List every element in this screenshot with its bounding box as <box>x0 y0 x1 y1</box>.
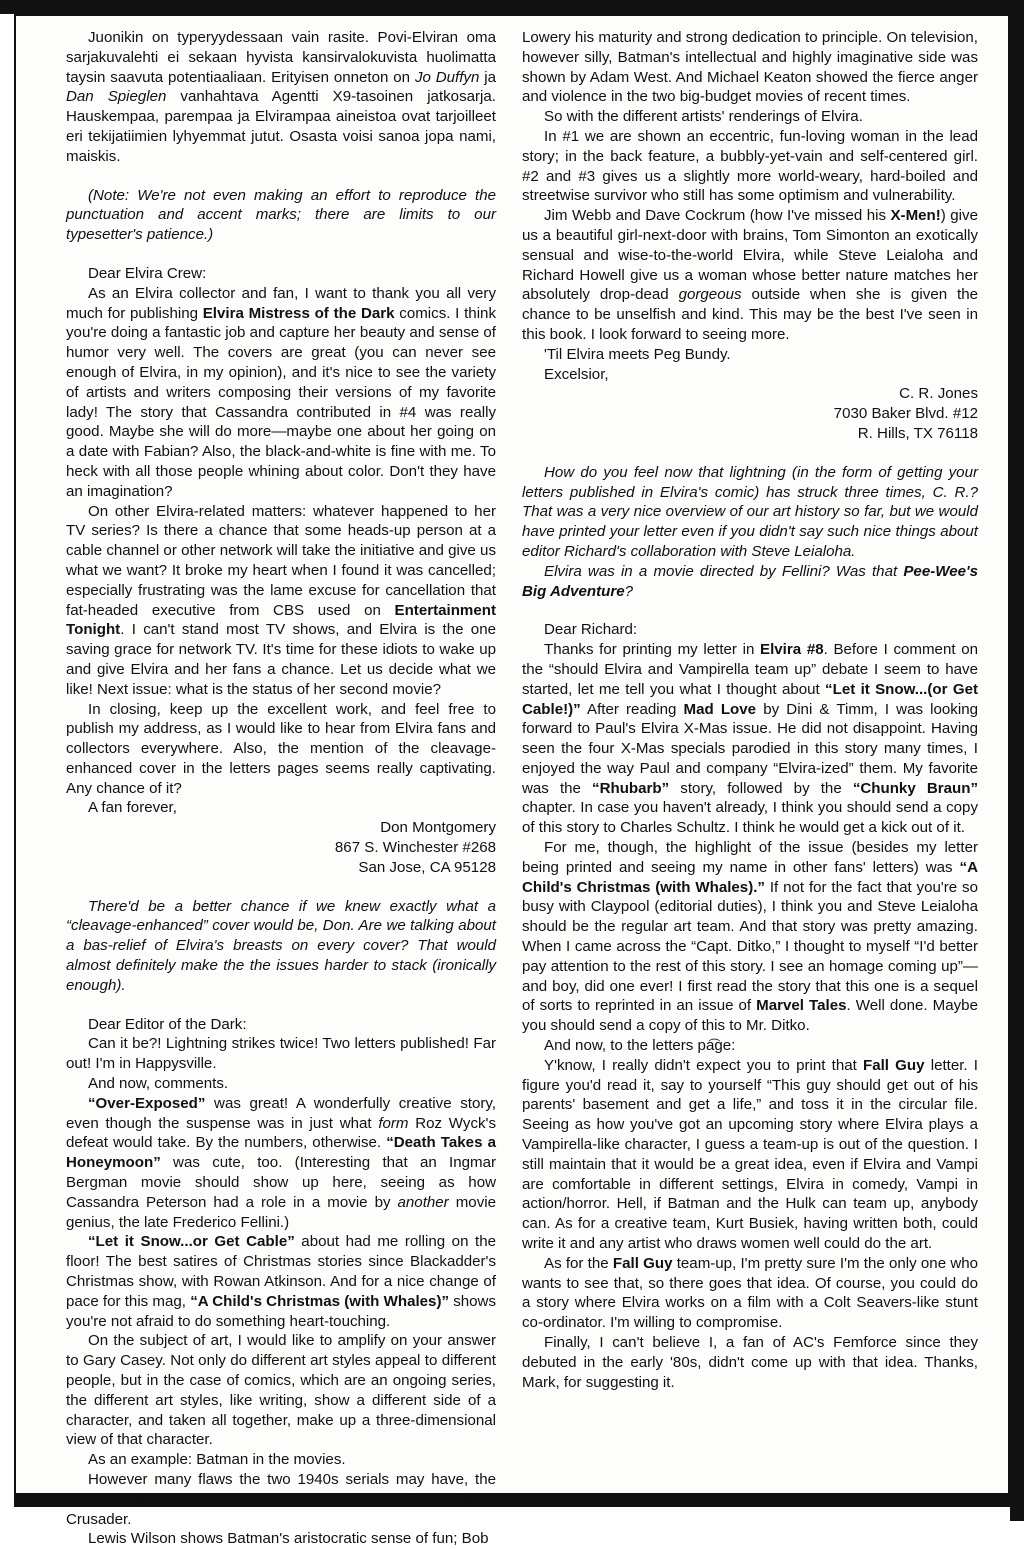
letter3-paragraph: Finally, I can't believe I, a fan of AC's Femforce since they debuted in the early '80s, didn't come up with that idea. Thanks, Mark, for suggesting it. <box>522 1334 978 1391</box>
letter2-continued-paragraph: Jim Webb and Dave Cockrum (how I've missed his X-Men!) give us a beautiful girl-next-door with brains, Tom Simonton an exotically sensual and wise-to-the-world Elvira, while Steve Leialoha and Richard Howell give us a woman whose better nature matches her absolutely drop-dead gorgeous outside when she is given the chance to be unselfish and kind. This may be the best I've seen in this book. I look forward to seeing more. <box>522 207 979 343</box>
letter2-continued-paragraph: So with the different artists' renderings of Elvira. <box>544 108 863 126</box>
letter2-continued-paragraph: 'Til Elvira meets Peg Bundy. <box>544 345 731 363</box>
letter3-paragraph: As for the Fall Guy team-up, I'm pretty sure I'm the only one who wants to see that, so there goes that idea. Of course, you could do a story where Elvira works on a film with a Colt Seavers-like stunt co-ordinator. I'm willing to compromise. <box>522 1254 979 1332</box>
finnish-paragraph: Juonikin on typeryydessaan vain rasite. Povi-Elviran oma sarjakuvalehti ei sekaan hyvista kansirvalokuvista huolimatta taysin saavuta potentiaaliaan. Erityisen onneton on Jo Duffyn ja Dan Spieglen vanhahtava Agentti X9-tasoinen jatkosarja. Hauskempaa, parempaa ja Elvirampaa aineistoa ovat tarjoilleet eri tekijatiimien lyhyemmat jutut. Osasta voisi sanoa jopa nami, maiskis. <box>66 29 496 165</box>
letter2-paragraph: “Let it Snow...or Get Cable” about had me rolling on the floor! The best satires of Christmas stories since Blackadder's Christmas show, with Rowan Atkinson. And for a nice change of pace for this mag, “A Child's Christmas (with Whales)” shows you're not afraid to do something heart-touching. <box>66 1233 496 1330</box>
letter2-paragraph: “Over-Exposed” was great! A wonderfully creative story, even though the suspense was in just what form Roz Wyck's defeat would take. By the numbers, otherwise. “Death Takes a Honeymoon” was cute, too. (Interesting that an Ingmar Bergman movie should show up here, seeing as how Cassandra Peterson had a role in a movie by another movie genius, the late Frederico Fellini.) <box>66 1094 496 1231</box>
letter3-paragraph: And now, to the letters pa͡ge: <box>544 1037 736 1055</box>
left-column <box>66 28 496 1549</box>
right-border-band <box>1010 0 1024 1521</box>
letter2-signature-name: C. R. Jones <box>899 385 978 403</box>
letter2-paragraph: Can it be?! Lightning strikes twice! Two letters published! Far out! I'm in Happysville. <box>66 1035 496 1073</box>
top-border-band <box>0 0 1024 14</box>
letter2-paragraph: And now, comments. <box>88 1075 229 1093</box>
letter2-continued-paragraph: In #1 we are shown an eccentric, fun-loving woman in the lead story; in the back feature, a bubbly-yet-vain and self-centered girl. #2 and #3 gives us a slightly more world-weary, hard-boiled and streetwise survivor who still has some optimism and vulnerability. <box>522 127 978 205</box>
letter2-address-line: R. Hills, TX 76118 <box>857 424 978 442</box>
editor-reply: How do you feel now that lightning (in the form of getting your letters published in Elvira's comic) has struck three times, C. R.? That was a very nice overview of our art history so far, but we would have printed your letter even if you didn't say such nice things about editor Richard's collaboration with Steve Leialoha. <box>522 463 978 560</box>
letter2-paragraph: Lewis Wilson shows Batman's aristocratic sense of fun; Bob <box>88 1530 489 1548</box>
letter2-continued-paragraph: Lowery his maturity and strong dedication to principle. On television, however silly, Batman's intellectual and highly imaginative side was shown by Adam West. And Michael Keaton showed the fierce anger and violence in the two big-budget movies of recent times. <box>522 29 978 106</box>
letter1-address-line: 867 S. Winchester #268 <box>334 839 496 857</box>
letter3-paragraph: Thanks for printing my letter in Elvira #8. Before I comment on the “should Elvira and Vampirella team up” debate I seem to have started, let me tell you what I thought about “Let it Snow...(or Get Cable!)” After reading Mad Love by Dini & Timm, I was looking forward to Paul's Elvira X-Mas issue. He did not disappoint. Having seen the four X-Mas specials parodied in this story many times, I enjoyed the way Paul and company “Elvira-ized” them. My favorite was the “Rhubarb” story, followed by the “Chunky Braun” chapter. In case you haven't already, I think you should send a copy of this story to Charles Schultz. I think he would get a kick out of it. <box>522 641 978 837</box>
letter1-signature-name: Don Montgomery <box>380 819 496 837</box>
letter1-address-line: San Jose, CA 95128 <box>358 858 496 876</box>
letter3-paragraph: For me, though, the highlight of the issue (besides my letter being printed and seeing my name in other fans' letters) was “A Child's Christmas (with Whales).” If not for the fact that you're so busy with Claypool (editorial duties), I think you and Steve Leialoha should be the regular art team. And that story was pretty amazing. When I came across the “Capt. Ditko,” I thought to myself “I'd better pay attention to the rest of this story. I see an homage coming up”—and boy, did one ever! I first read the story that this one is a sequel of sorts to reprinted in an issue of Marvel Tales. Well done. Maybe you should send a copy of this to Mr. Ditko. <box>522 839 978 1035</box>
letter2-paragraph: However many flaws the two 1940s serials may have, the lead characters do justice to their portrayals of the Caped Crusader. <box>66 1470 496 1528</box>
editor-note: (Note: We're not even making an effort to reproduce the punctuation and accent marks; there are limits to our typesetter's patience.) <box>66 186 496 244</box>
letter1-paragraph: As an Elvira collector and fan, I want to thank you all very much for publishing Elvira Mistress of the Dark comics. I think you're doing a fantastic job and capture her beauty and sense of humor very well. The covers are great (you can never see enough of Elvira, in my opinion), and it's nice to see the variety of artists and writers composing their versions of my favorite lady! The story that Cassandra contributed in #4 was really good. Maybe she will do more—maybe one about her going on a date with Fabian? Also, the black-and-white is fine with me. To heck with all those people whining about color. Don't they have an imagination? <box>66 284 496 500</box>
letter1-paragraph: On other Elvira-related matters: whatever happened to her TV series? Is there a chance that some heads-up person at a cable channel or other network will take the initiative and give us what we want? It broke my heart when I found it was cancelled; especially frustrating was the lame excuse for cancellation that fat-headed executive from CBS used on Entertainment Tonight. I can't stand most TV shows, and Elvira is the one saving grace for network TV. It's time for these idiots to wake up and give Elvira and her fans a chance. Let us decide what we like! Next issue: what is the status of her second movie? <box>66 502 496 698</box>
letter2-address-line: 7030 Baker Blvd. #12 <box>833 405 978 423</box>
letter2-closing: Excelsior, <box>544 365 609 383</box>
letter2-salutation: Dear Editor of the Dark: <box>88 1015 247 1033</box>
letter2-paragraph: On the subject of art, I would like to amplify on your answer to Gary Casey. Not only do different art styles appeal to different people, but in the case of comics, which are an ongoing series, the different art styles, like writing, show a different side of a character, and taken all together, make up a three-dimensional view of that character. <box>66 1332 496 1449</box>
letter1-paragraph: In closing, keep up the excellent work, and feel free to publish my address, as I would like to hear from Elvira fans and collectors everywhere. Also, the mention of the cleavage-enhanced cover in the letters pages seems really captivating. Any chance of it? <box>66 700 496 797</box>
editor-reply: There'd be a better chance if we knew exactly what a “cleavage-enhanced” cover would be, Don. Are we talking about a bas-relief of Elvira's breasts on every cover? That would almost definitely make the the issues harder to stack (ironically enough). <box>66 897 496 994</box>
letter3-salutation: Dear Richard: <box>544 621 638 639</box>
letter1-salutation: Dear Elvira Crew: <box>88 264 207 282</box>
letter3-paragraph: Y'know, I really didn't expect you to print that Fall Guy letter. I figure you'd read it, say to yourself “This guy should get out of his parents' basement and get a life,” and toss it in the circular file. Seeing as how you've got an upcoming story where Elvira plays a Vampirella-like character, I guess a team-up is out of the question. I still maintain that it would be a great idea, even if Elvira and Vampi are comfortable in different settings, Elvira in comedy, Vampi in action/horror. Hell, if Batman and the Hulk can team up, anybody can. As for a creative team, Kurt Busiek, having written both, could write it and any artist who draws women well could do the art. <box>522 1056 979 1253</box>
letter2-paragraph: As an example: Batman in the movies. <box>88 1451 346 1469</box>
letter1-closing: A fan forever, <box>88 799 177 817</box>
right-column <box>522 28 978 1392</box>
editor-reply: Elvira was in a movie directed by Fellini? Was that Pee-Wee's Big Adventure? <box>522 562 978 600</box>
